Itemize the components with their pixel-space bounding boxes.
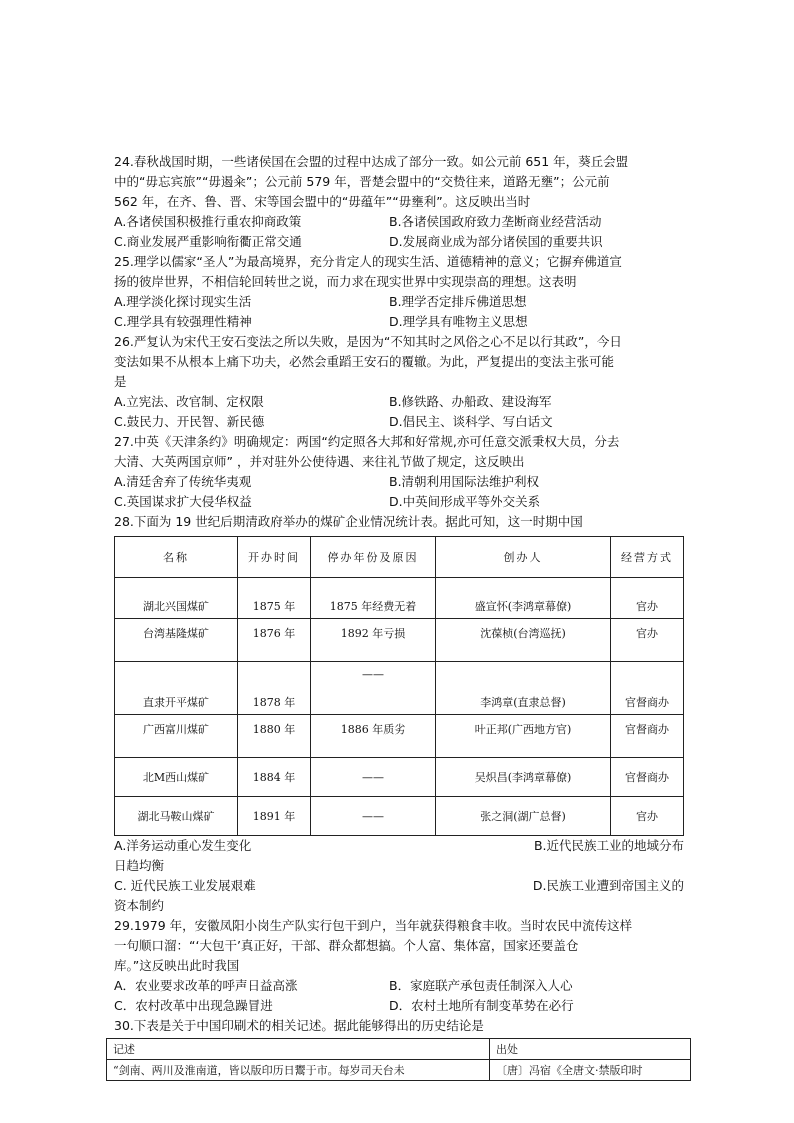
option-row: [114, 976, 684, 996]
question-27: [114, 432, 684, 512]
question-text: 24.春秋战国时期，一些诸侯国在会盟的过程中达成了部分一致。如公元前 651 年，葵丘会盟: [114, 154, 629, 169]
table-cell: 官督商办: [611, 662, 684, 715]
table-cell: ——: [311, 662, 436, 715]
option-d-continuation: 资本制约: [114, 898, 165, 913]
option-d[interactable]: D.理学具有唯物主义思想: [389, 314, 528, 329]
table-header-row: [107, 1039, 691, 1060]
question-29: [114, 916, 684, 1016]
table-cell: 广西富川煤矿: [115, 715, 238, 758]
question-text: 25.理学以儒家“圣人”为最高境界，充分肯定人的现实生活、道德精神的意义；它摒弃佛道宣: [114, 254, 622, 269]
option-row: [114, 412, 684, 432]
question-28: [114, 512, 684, 916]
option-d[interactable]: D．农村土地所有制变革势在必行: [389, 998, 574, 1013]
question-text: 库。”这反映出此时我国: [114, 958, 240, 973]
option-row: [114, 232, 684, 252]
table-cell: ——: [311, 758, 436, 797]
table-cell: 官督商办: [611, 715, 684, 758]
question-text: 大清、大英两国京师” ，并对驻外公使待遇、来往礼节做了规定，这反映出: [114, 454, 525, 469]
table-cell: 1891 年: [238, 797, 311, 836]
option-b[interactable]: B.修铁路、办船政、建设海军: [389, 394, 552, 409]
table-cell: 北M西山煤矿: [115, 758, 238, 797]
table-cell: 1892 年亏损: [311, 619, 436, 662]
option-d[interactable]: D.发展商业成为部分诸侯国的重要共识: [389, 234, 603, 249]
question-text: 是: [114, 374, 127, 389]
option-row: [114, 996, 684, 1016]
table-cell: ——: [311, 797, 436, 836]
option-row: [114, 876, 684, 896]
table-cell: 1876 年: [238, 619, 311, 662]
table-cell: 直隶开平煤矿: [115, 662, 238, 715]
question-25: [114, 252, 684, 332]
table-cell: 张之洞(湖广总督): [436, 797, 611, 836]
table-cell: 湖北兴国煤矿: [115, 578, 238, 619]
question-text: 30.下表是关于中国印刷术的相关记述。据此能够得出的历史结论是: [114, 1018, 484, 1033]
table-cell: 台湾基隆煤矿: [115, 619, 238, 662]
column-header: 名称: [115, 537, 238, 578]
option-c[interactable]: C.理学具有较强理性精神: [114, 314, 252, 329]
column-header: 停办年份及原因: [311, 537, 436, 578]
table-cell: 沈葆桢(台湾巡抚): [436, 619, 611, 662]
coal-mine-table: [114, 536, 684, 836]
option-d[interactable]: D.倡民主、谈科学、写白话文: [389, 414, 553, 429]
option-c[interactable]: C.鼓民力、开民智、新民德: [114, 414, 265, 429]
question-26: [114, 332, 684, 432]
column-header: 开办时间: [238, 537, 311, 578]
table-cell: 1884 年: [238, 758, 311, 797]
option-row: [114, 492, 684, 512]
table-cell: “剑南、两川及淮南道，皆以版印历日鬻于市。每岁司天台未: [107, 1060, 490, 1081]
column-header: 创办人: [436, 537, 611, 578]
table-cell: 盛宣怀(李鸿章幕僚): [436, 578, 611, 619]
question-24: [114, 152, 684, 252]
table-row: [115, 715, 684, 758]
column-header: 出处: [490, 1039, 691, 1060]
option-c[interactable]: C.商业发展严重影响衔衢正常交通: [114, 234, 302, 249]
table-row: [107, 1060, 691, 1081]
option-row: [114, 392, 684, 412]
table-row: [115, 662, 684, 715]
option-a[interactable]: A.理学淡化探讨现实生活: [114, 294, 252, 309]
table-header-row: [115, 537, 684, 578]
option-b[interactable]: B.理学否定排斥佛道思想: [389, 294, 527, 309]
option-b[interactable]: B．家庭联产承包责任制深入人心: [389, 978, 573, 993]
option-b[interactable]: B.各诸侯国政府致力垄断商业经营活动: [389, 214, 602, 229]
table-row: [115, 578, 684, 619]
question-text: 28.下面为 19 世纪后期清政府举办的煤矿企业情况统计表。据此可知，这一时期中国: [114, 514, 583, 529]
column-header: 记述: [107, 1039, 490, 1060]
option-b-continuation: 日趋均衡: [114, 858, 165, 873]
table-row: [115, 797, 684, 836]
option-c[interactable]: C.英国谋求扩大侵华权益: [114, 494, 252, 509]
question-text: 变法如果不从根本上痛下功夫，必然会重蹈王安石的覆辙。为此，严复提出的变法主张可能: [114, 354, 615, 369]
option-row: [114, 292, 684, 312]
option-c[interactable]: C. 近代民族工业发展艰难: [114, 878, 256, 893]
question-text: 562 年，在齐、鲁、晋、宋等国会盟中的“毋蕴年”“毋壅利”。这反映出当时: [114, 194, 531, 209]
option-row: [114, 472, 684, 492]
question-text: 26.严复认为宋代王安石变法之所以失败，是因为“不知其时之风俗之心不足以行其政”，今日: [114, 334, 622, 349]
option-a[interactable]: A．农业要求改革的呼声日益高涨: [114, 978, 298, 993]
question-text: 27.中英《天津条约》明确规定：两国“约定照各大邦和好常规,亦可任意交派秉权大员，分去: [114, 434, 620, 449]
question-text: 中的“毋忘宾旅”“毋遏籴”；公元前 579 年，晋楚会盟中的“交贽往来，道路无壅”；公元前: [114, 174, 610, 189]
option-a[interactable]: A.清廷舍弃了传统华夷观: [114, 474, 252, 489]
table-cell: 官办: [611, 619, 684, 662]
table-cell: 李鸿章(直隶总督): [436, 662, 611, 715]
question-text: 29.1979 年，安徽凤阳小岗生产队实行包干到户，当年就获得粮食丰收。当时农民中流传这样: [114, 918, 633, 933]
option-d[interactable]: D.中英间形成平等外交关系: [389, 494, 541, 509]
table-cell: 官办: [611, 578, 684, 619]
table-cell: 叶正邦(广西地方官): [436, 715, 611, 758]
option-d[interactable]: D.民族工业遭到帝国主义的: [532, 878, 684, 893]
table-cell: 1880 年: [238, 715, 311, 758]
table-cell: 〔唐〕冯宿《全唐文·禁版印时: [490, 1060, 691, 1081]
option-a[interactable]: A.洋务运动重心发生变化: [114, 838, 252, 853]
table-row: [115, 619, 684, 662]
option-c[interactable]: C．农村改革中出现急躁冒进: [114, 998, 273, 1013]
table-cell: 1878 年: [238, 662, 311, 715]
question-text: 扬的彼岸世界，不相信轮回转世之说，而力求在现实世界中实现崇高的理想。这表明: [114, 274, 577, 289]
column-header: 经营方式: [611, 537, 684, 578]
option-b[interactable]: B.清朝利用国际法维护利权: [389, 474, 540, 489]
option-row: [114, 836, 684, 856]
table-cell: 官办: [611, 797, 684, 836]
option-row: [114, 212, 684, 232]
table-cell: 1886 年质劣: [311, 715, 436, 758]
table-cell: 官督商办: [611, 758, 684, 797]
question-30: [114, 1016, 684, 1081]
table-cell: 湖北马鞍山煤矿: [115, 797, 238, 836]
option-b[interactable]: B.近代民族工业的地域分布: [533, 838, 684, 853]
exam-page: [114, 152, 684, 1081]
table-cell: 1875 年经费无着: [311, 578, 436, 619]
option-row: [114, 312, 684, 332]
option-a[interactable]: A.各诸侯国积极推行重农抑商政策: [114, 214, 302, 229]
table-row: [115, 758, 684, 797]
printing-source-table: [106, 1038, 691, 1081]
table-cell: 1875 年: [238, 578, 311, 619]
table-cell: 吴炽昌(李鸿章幕僚): [436, 758, 611, 797]
option-a[interactable]: A.立宪法、改官制、定权限: [114, 394, 264, 409]
question-text: 一句顺口溜：“‘大包干’真正好，干部、群众都想搞。个人富、集体富，国家还要盖仓: [114, 938, 579, 953]
